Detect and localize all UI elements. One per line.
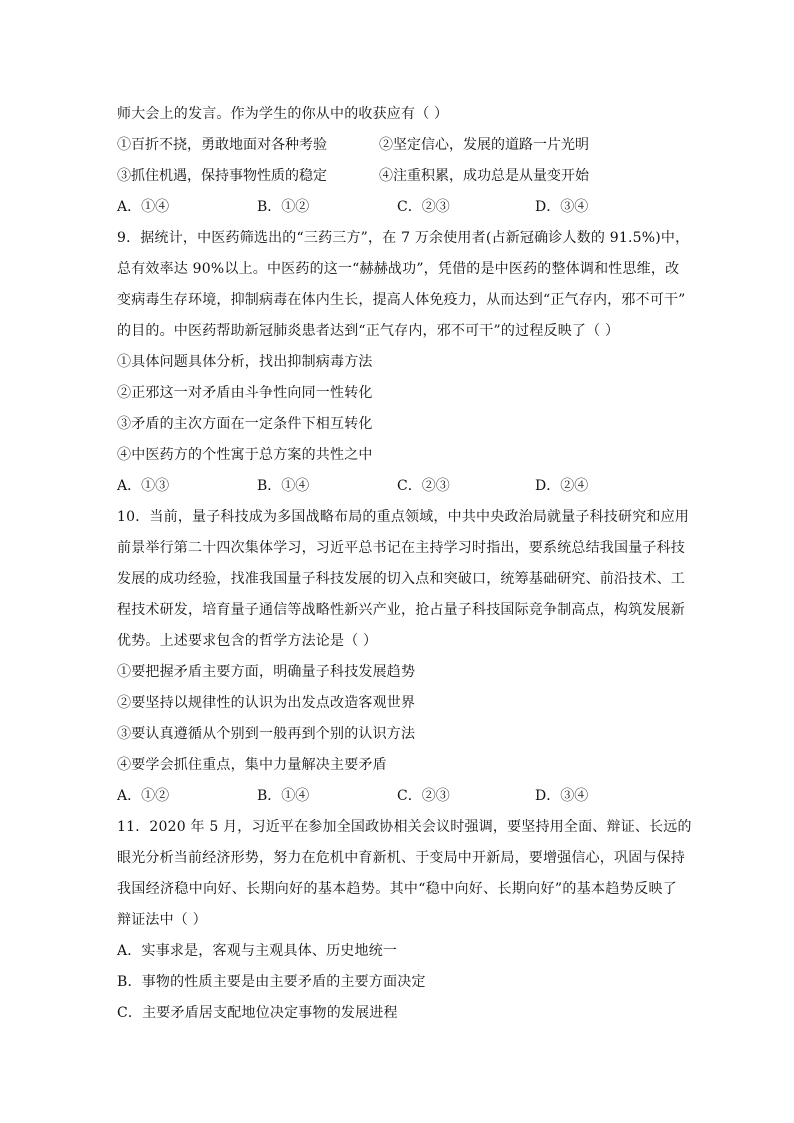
q10-option-c: C．②③ [397,788,450,804]
q9-stem-line-2: 总有效率达 90%以上。中医药的这一“赫赫战功”，凭借的是中医药的整体调和性思维，改 [117,261,680,277]
q9-stem-line-3: 变病毒生存环境，抑制病毒在体内生长，提高人体免疫力，从而达到“正气存内，邪不可干” [117,292,686,308]
q8-statement-2: ②坚定信心，发展的道路一片光明 [379,137,589,153]
q10-option-d: D．③④ [535,788,589,804]
page-content [117,99,692,1029]
q10-options [117,781,677,812]
q11-stem-line-3: 我国经济稳中向好、长期向好的基本趋势。其中“稳中向好、长期向好”的基本趋势反映了 [117,881,677,897]
q11-stem-line-4: 辩证法中（ ） [117,912,207,928]
q8-option-c: C．②③ [397,199,450,215]
q8-stem-tail: 师大会上的发言。作为学生的你从中的收获应有（ ） [117,106,449,122]
q10-stem-line-3: 发展的成功经验，找准我国量子科技发展的切入点和突破口，统筹基础研究、前沿技术、工 [117,571,685,587]
q8-statements-row-2 [117,161,677,192]
q10-statement-2: ②要坚持以规律性的认识为出发点改造客观世界 [117,695,416,711]
q9-stem-line-4: 的目的。中医药帮助新冠肺炎患者达到“正气存内，邪不可干”的过程反映了（ ） [117,323,620,339]
q10-stem-line-1: 10．当前，量子科技成为多国战略布局的重点领域，中共中央政治局就量子科技研究和应用 [117,509,690,525]
q9-option-d: D．②④ [535,478,589,494]
q9-option-c: C．②③ [397,478,450,494]
q9-statement-1: ①具体问题具体分析，找出抑制病毒方法 [117,354,373,370]
q10-statement-1: ①要把握矛盾主要方面，明确量子科技发展趋势 [117,664,416,680]
q8-statements-row-1 [117,130,677,161]
q10-stem-line-4: 程技术研发，培育量子通信等战略性新兴产业，抢占量子科技国际竞争制高点，构筑发展新 [117,602,685,618]
q8-statement-4: ④注重积累，成功总是从量变开始 [379,168,589,184]
q11-stem-line-1: 11．2020 年 5 月，习近平在参加全国政协相关会议时强调，要坚持用全面、辩证、长远的 [117,819,692,835]
q10-stem-line-2: 前景举行第二十四次集体学习，习近平总书记在主持学习时指出，要系统总结我国量子科技 [117,540,685,556]
q8-option-d: D．③④ [535,199,589,215]
q9-option-b: B．①④ [257,478,310,494]
q8-option-a: A．①④ [117,199,170,215]
q10-stem-line-5: 优势。上述要求包含的哲学方法论是（ ） [117,633,378,649]
q11-stem-line-2: 眼光分析当前经济形势，努力在危机中育新机、于变局中开新局，要增强信心，巩固与保持 [117,850,685,866]
q11-option-c: C．主要矛盾居支配地位决定事物的发展进程 [117,1005,398,1021]
q9-stem-line-1: 9．据统计，中医药筛选出的“三药三方”，在 7 万余使用者(占新冠确诊人数的 91.5%)中， [117,230,690,246]
q11-option-a: A．实事求是，客观与主观具体、历史地统一 [117,943,398,959]
q9-options [117,471,677,502]
q11-option-b: B．事物的性质主要是由主要矛盾的主要方面决定 [117,974,426,990]
q8-option-b: B．①② [257,199,310,215]
q9-option-a: A．①③ [117,478,170,494]
q8-options [117,192,677,223]
q8-statement-3: ③抓住机遇，保持事物性质的稳定 [117,168,327,184]
q9-statement-4: ④中医药方的个性寓于总方案的共性之中 [117,447,373,463]
q9-statement-2: ②正邪这一对矛盾由斗争性向同一性转化 [117,385,373,401]
q10-statement-4: ④要学会抓住重点，集中力量解决主要矛盾 [117,757,387,773]
q8-statement-1: ①百折不挠，勇敢地面对各种考验 [117,137,327,153]
q9-statement-3: ③矛盾的主次方面在一定条件下相互转化 [117,416,373,432]
q10-statement-3: ③要认真遵循从个别到一般再到个别的认识方法 [117,726,416,742]
q10-option-a: A．①② [117,788,170,804]
q10-option-b: B．①④ [257,788,310,804]
